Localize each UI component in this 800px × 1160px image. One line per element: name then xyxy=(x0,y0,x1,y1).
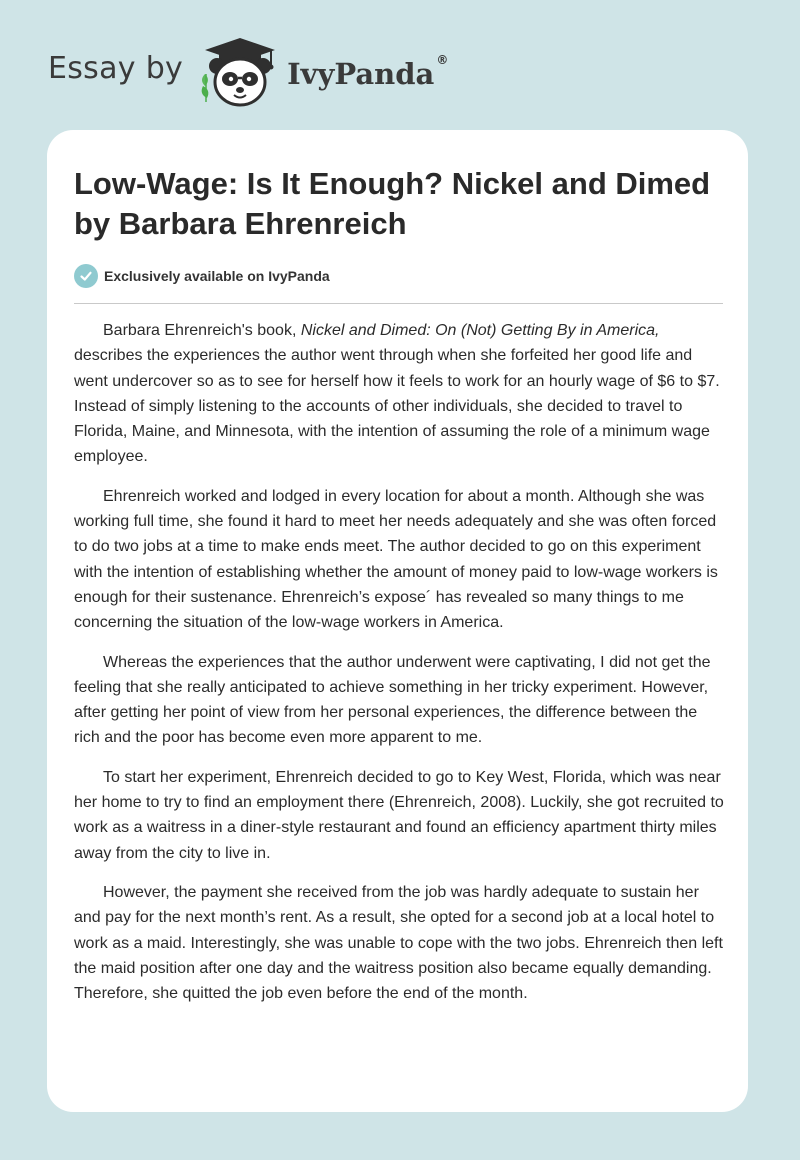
brand-name[interactable] xyxy=(287,53,449,91)
panda-graduate-icon[interactable] xyxy=(197,36,283,108)
paragraph: Whereas the experiences that the author underwent were captivating, I did not get the feeling that she really anticipated to achieve something in her tricky experiment. However, after getting her point of view from her personal experiences, the difference between the rich and the poor has become even more apparent to me. xyxy=(74,653,711,747)
essay-body xyxy=(74,318,724,1020)
book-title-italic: Nickel and Dimed: On (Not) Getting By in America, xyxy=(300,322,660,339)
paragraph-text: Barbara Ehrenreich's book, xyxy=(103,322,301,339)
brand-name-text: IvyPanda xyxy=(287,57,435,91)
divider xyxy=(74,303,723,304)
paragraph-text: describes the experiences the author went through when she forfeited her good life and went undercover so as to see for herself how it feels to work for an hourly wage of $6 to $7. Instead of simply listening to the accounts of other individuals, she decided to travel to Florida, Maine, and Minnesota, with the intention of assuming the role of a minimum wage employee. xyxy=(74,347,720,466)
brand-header xyxy=(48,36,448,108)
exclusive-badge xyxy=(74,264,330,288)
essay-title: Low-Wage: Is It Enough? Nickel and Dimed by Barbara Ehrenreich xyxy=(74,166,711,241)
registered-mark: ® xyxy=(436,53,449,67)
brand-prefix: Essay by xyxy=(48,50,184,86)
paragraph: However, the payment she received from the job was hardly adequate to sustain her and pay for the next month’s rent. As a result, she opted for a second job at a local hotel to work as a maid. Interestingly, she was unable to cope with the two jobs. Ehrenreich then left the maid position after one day and the waitress position also became equally demanding. Therefore, she quitted the job even before the end of the month. xyxy=(74,883,723,1003)
essay-card xyxy=(47,130,748,1112)
paragraph: Ehrenreich worked and lodged in every location for about a month. Although she was working full time, she found it hard to meet her needs adequately and she was often forced to do two jobs at a time to make ends meet. The author decided to go on this experiment with the intention of establishing whether the amount of money paid to low-wage workers is enough for their sustenance. Ehrenreich’s expose´ has revealed so many things to me concerning the situation of the low-wage workers in America. xyxy=(74,487,718,632)
check-icon xyxy=(74,264,98,288)
paragraph: To start her experiment, Ehrenreich decided to go to Key West, Florida, which was near her home to try to find an employment there (Ehrenreich, 2008). Luckily, she got recruited to work as a waitress in a diner-style restaurant and found an efficiency apartment thirty miles away from the city to live in. xyxy=(74,768,724,862)
paragraph xyxy=(74,318,724,470)
badge-label: Exclusively available on IvyPanda xyxy=(104,268,330,284)
